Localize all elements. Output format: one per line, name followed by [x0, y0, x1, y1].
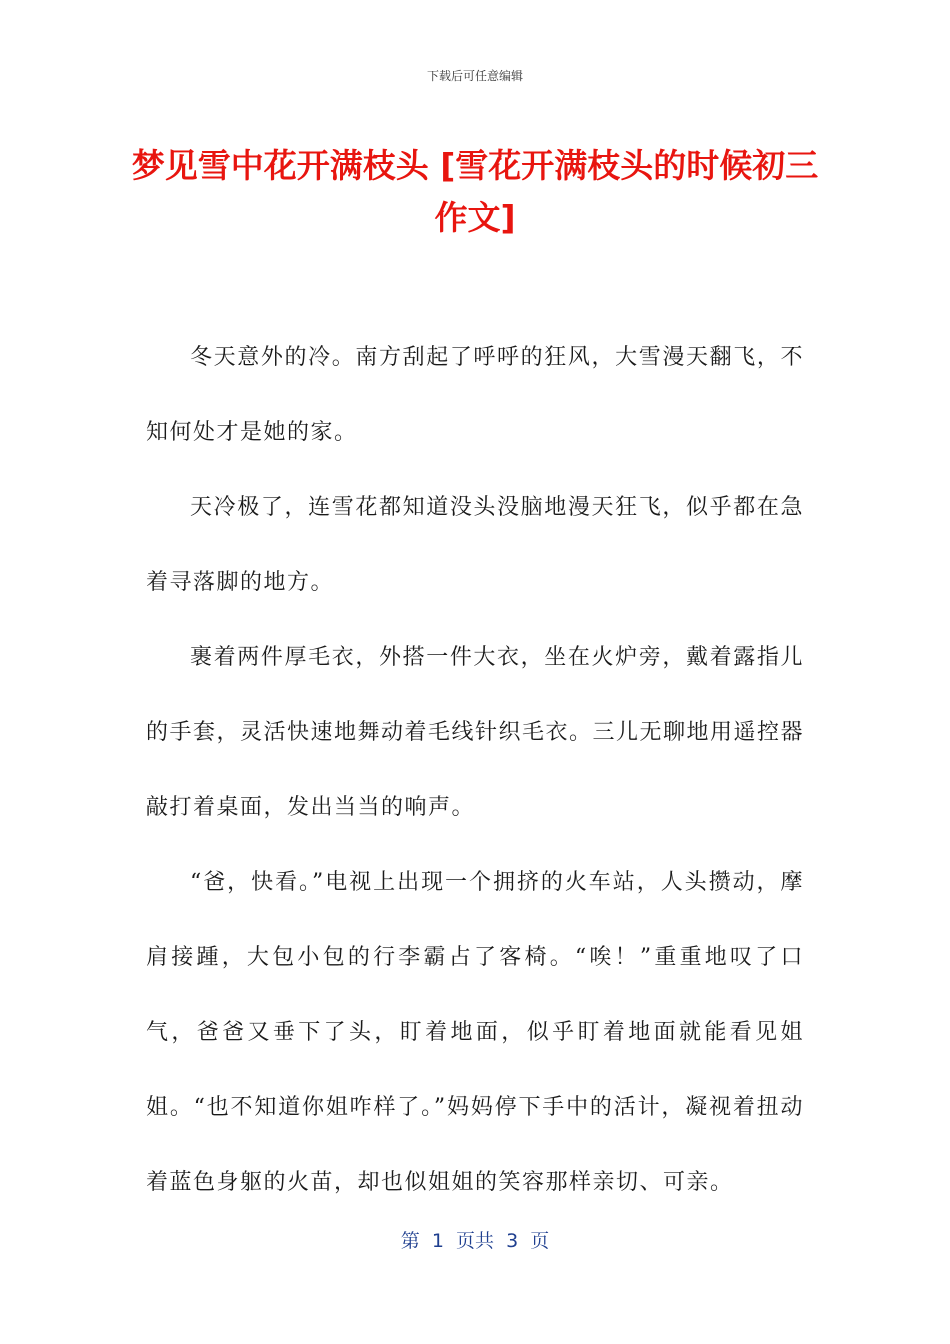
- paragraph-2: 天冷极了，连雪花都知道没头没脑地漫天狂飞，似乎都在急着寻落脚的地方。: [146, 495, 804, 595]
- paragraph-3: 裹着两件厚毛衣，外搭一件大衣，坐在火炉旁，戴着露指儿的手套，灵活快速地舞动着毛线针织毛衣。三儿无聊地用遥控器敲打着桌面，发出当当的响声。: [146, 645, 805, 820]
- header-note: 下载后可任意编辑: [426, 69, 523, 83]
- paragraph-4: “爸，快看。”电视上出现一个拥挤的火车站，人头攒动，摩肩接踵，大包小包的行李霸占了客椅。“唉！”重重地叹了口气，爸爸又垂下了头，盯着地面，似乎盯着地面就能看见姐姐。“也不知道你姐咋样了。”妈妈停下手中的活计，凝视着扭动着蓝色身躯的火苗，却也似姐姐的笑容那样亲切、可亲。: [146, 870, 804, 1195]
- paragraph-1: 冬天意外的冷。南方刮起了呼呼的狂风，大雪漫天翻飞，不知何处才是她的家。: [146, 345, 804, 445]
- document-title: 梦见雪中花开满枝头 [雪花开满枝头的时候初三作文]: [131, 146, 819, 237]
- document-body: [146, 320, 804, 1220]
- page-indicator: 第 1 页共 3 页: [400, 1230, 550, 1252]
